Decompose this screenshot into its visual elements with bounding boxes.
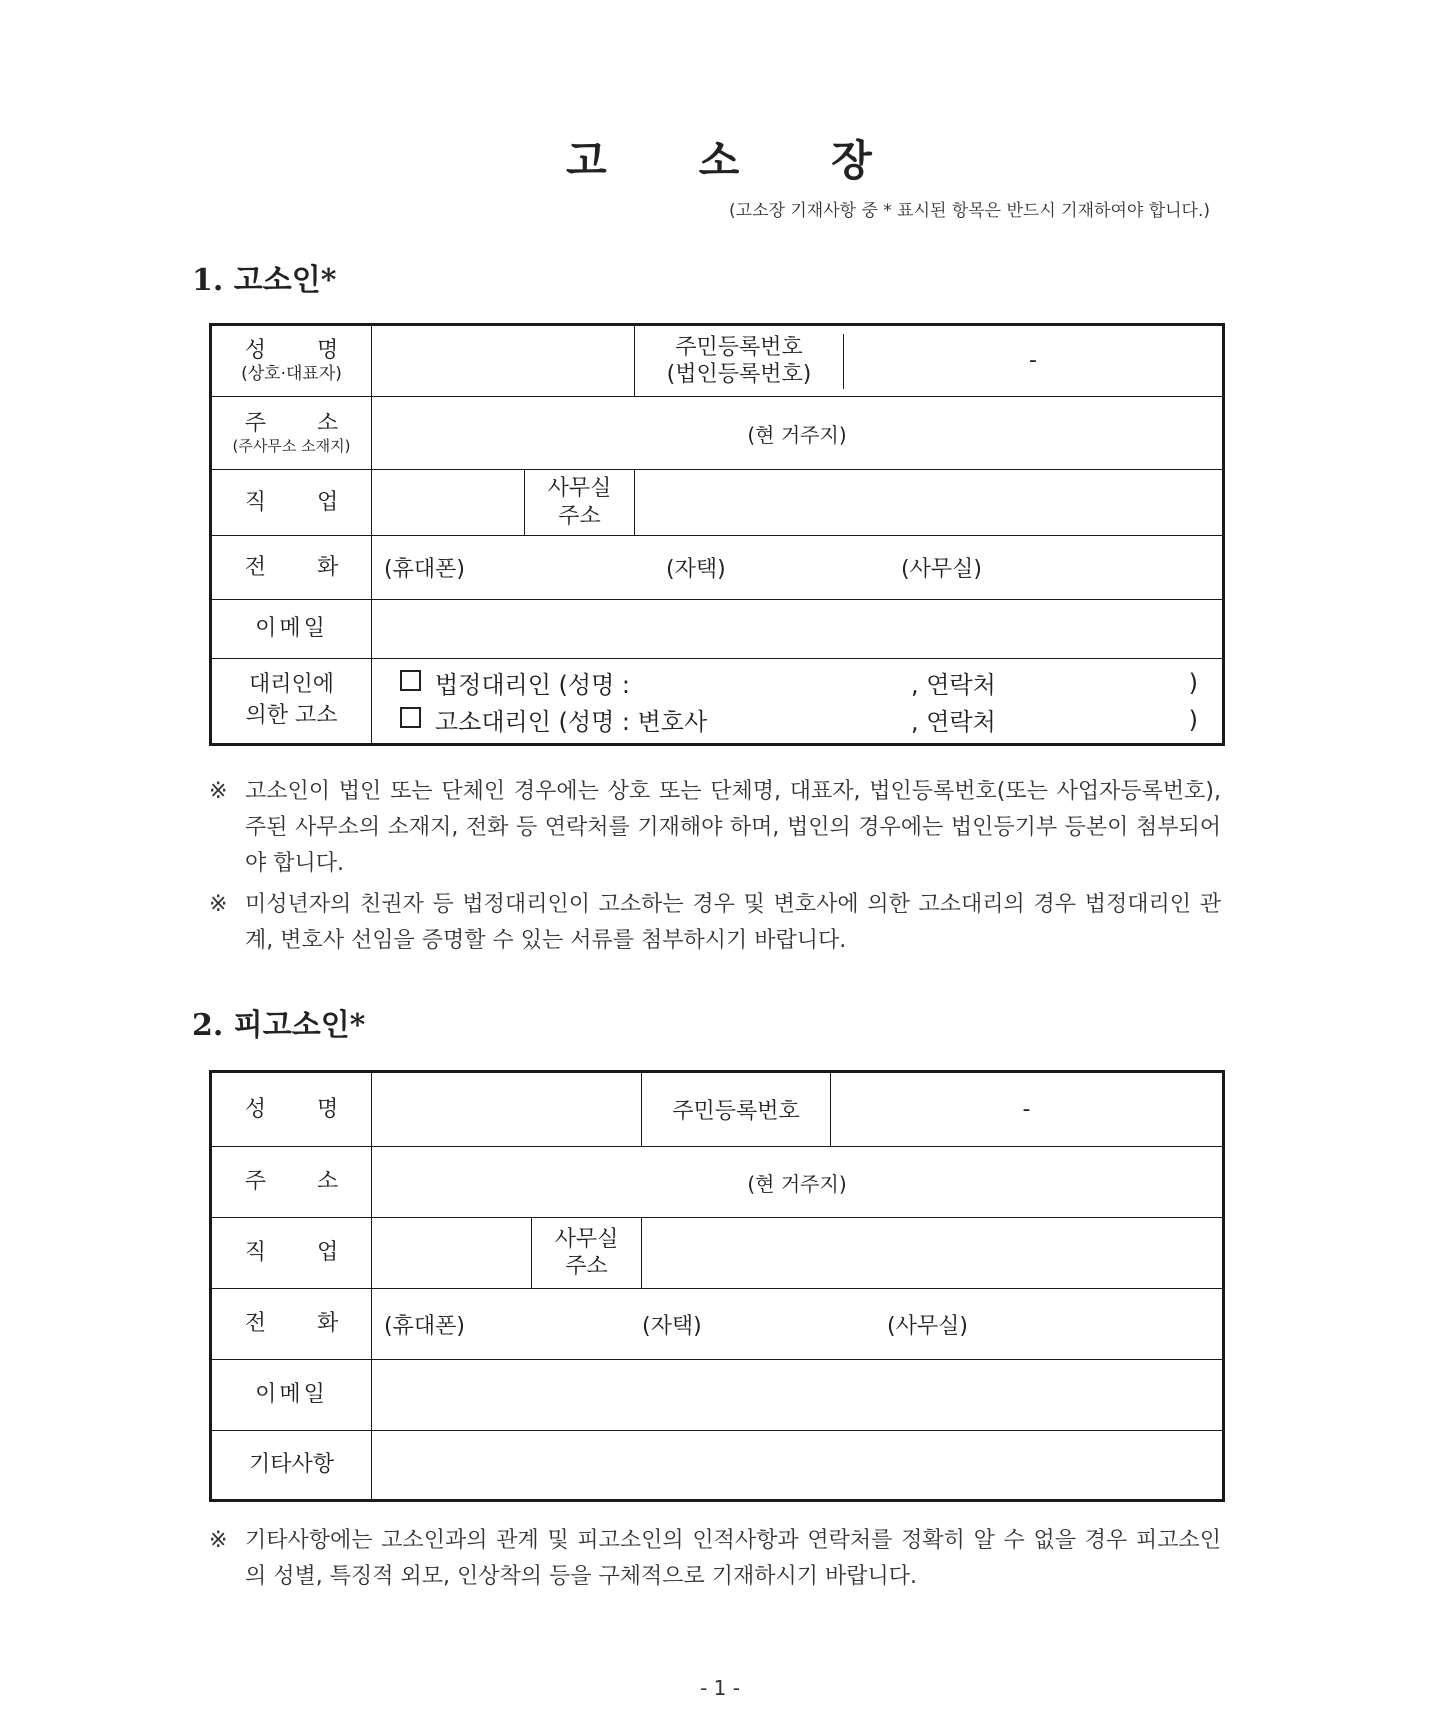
- accused-etc-field[interactable]: [372, 1431, 1224, 1501]
- rrn-field[interactable]: [844, 334, 1222, 389]
- accused-address-field[interactable]: [372, 1147, 1224, 1218]
- accused-etc-row: [211, 1431, 1224, 1501]
- section-heading-accused: 2. 피고소인*: [192, 1008, 366, 1043]
- representative-label: [211, 659, 372, 745]
- job-label: 직 업: [211, 470, 372, 536]
- attorney-representative-label: 고소대리인 (성명 : 변호사: [435, 708, 708, 736]
- representative-label-line1: 대리인에: [248, 672, 334, 698]
- address-hint: (현 거주지): [747, 1171, 847, 1196]
- accused-email-field[interactable]: [372, 1360, 1224, 1431]
- note-mark: ※: [209, 779, 228, 804]
- rrn-dash: -: [1022, 1097, 1031, 1122]
- office-label-line2: 주소: [565, 1254, 608, 1279]
- representative-label-line2: 의한 고소: [245, 703, 338, 728]
- complainant-phone-row: [211, 536, 1224, 600]
- rrn-label: 주민등록번호: [675, 334, 803, 360]
- note-text: 미성년자의 친권자 등 법정대리인이 고소하는 경우 및 변호사에 의한 고소대리의 경우 법정대리인 관계, 변호사 선임을 증명할 수 있는 서류를 첨부하시기 바랍니다.: [245, 892, 1221, 953]
- legal-representative-label: 법정대리인 (성명 :: [435, 671, 630, 699]
- legal-representative-option: [372, 664, 1222, 701]
- phone-label: 전 화: [211, 536, 372, 600]
- accused-job-label: 직 업: [211, 1218, 372, 1289]
- attorney-representative-option: [372, 701, 1222, 738]
- legal-representative-contact-label: , 연락처: [911, 671, 996, 699]
- accused-phone-label: 전 화: [211, 1289, 372, 1360]
- accused-phone-field[interactable]: [372, 1289, 1224, 1360]
- address-hint: (현 거주지): [747, 422, 847, 447]
- complainant-address-row: [211, 397, 1224, 470]
- complainant-representative-row: [211, 659, 1224, 745]
- accused-address-label: 주 소: [211, 1147, 372, 1218]
- rrn-label-cell: [635, 334, 844, 389]
- accused-office-address-label: [532, 1218, 642, 1289]
- office-label-line1: 사무실: [554, 1226, 619, 1252]
- paren-close: ): [1188, 705, 1199, 734]
- note-mark: ※: [209, 892, 228, 917]
- accused-address-row: [211, 1147, 1224, 1218]
- attorney-representative-contact-label: , 연락처: [911, 708, 996, 736]
- complainant-job-row: [211, 470, 1224, 536]
- page-number: - 1 -: [700, 1676, 740, 1700]
- note-text: 고소인이 법인 또는 단체인 경우에는 상호 또는 단체명, 대표자, 법인등록번호(또는 사업자등록번호), 주된 사무소의 소재지, 전화 등 연락처를 기재해야 하며, 법인의 경우에는 법인등기부 등본이 첨부되어야 합니다.: [245, 779, 1221, 876]
- rrn-sublabel: (법인등록번호): [666, 362, 812, 387]
- paren-close: ): [1188, 668, 1199, 697]
- rrn-dash: -: [1029, 348, 1037, 374]
- complainant-table: [209, 323, 1225, 746]
- title-char: 소: [698, 136, 742, 185]
- complainant-email-row: [211, 600, 1224, 659]
- phone-home-label: (자택): [666, 557, 726, 582]
- section-heading-complainant: 1. 고소인*: [192, 263, 337, 298]
- note-mark: ※: [209, 1528, 228, 1553]
- accused-table: [209, 1070, 1225, 1502]
- office-label-line2: 주소: [558, 503, 601, 529]
- accused-note: [209, 1523, 1221, 1595]
- title-char: 장: [831, 136, 874, 185]
- attorney-representative-checkbox[interactable]: [400, 707, 421, 728]
- accused-rrn-label: 주민등록번호: [642, 1073, 831, 1146]
- address-label-cell: [211, 397, 372, 470]
- accused-etc-label: 기타사항: [211, 1431, 372, 1501]
- title-char: 고: [566, 136, 609, 185]
- required-fields-notice: (고소장 기재사항 중 * 표시된 항목은 반드시 기재하여야 합니다.): [729, 201, 1210, 221]
- address-field[interactable]: [372, 397, 1224, 470]
- accused-name-row: [211, 1072, 1224, 1147]
- office-label-line1: 사무실: [547, 476, 612, 501]
- name-sublabel: (상호·대표자): [241, 364, 342, 385]
- office-address-label: [525, 470, 635, 536]
- document-title: [0, 128, 1440, 188]
- accused-email-row: [211, 1360, 1224, 1431]
- name-label: 성 명: [244, 337, 361, 363]
- phone-field[interactable]: [372, 536, 1224, 600]
- accused-email-label: 이메일: [211, 1360, 372, 1431]
- accused-name-label: 성 명: [211, 1072, 372, 1147]
- complainant-name-row: [211, 325, 1224, 397]
- phone-office-label: (사무실): [901, 557, 982, 582]
- accused-office-address-field[interactable]: [642, 1218, 1224, 1289]
- email-label: 이메일: [211, 600, 372, 659]
- job-field[interactable]: [372, 470, 525, 536]
- address-label: 주 소: [244, 410, 361, 436]
- complainant-note-1: [209, 774, 1221, 882]
- note-text: 기타사항에는 고소인과의 관계 및 피고소인의 인적사항과 연락처를 정확히 알 수 없을 경우 피고소인의 성별, 특징적 외모, 인상착의 등을 구체적으로 기재하시기 바랍니다.: [245, 1528, 1221, 1589]
- accused-job-field[interactable]: [372, 1218, 532, 1289]
- accused-rrn-field[interactable]: [831, 1073, 1222, 1146]
- phone-office-label: (사무실): [887, 1313, 968, 1339]
- complainant-note-2: [209, 887, 1221, 959]
- accused-phone-row: [211, 1289, 1224, 1360]
- phone-mobile-label: (휴대폰): [384, 1313, 465, 1339]
- legal-representative-checkbox[interactable]: [400, 670, 421, 691]
- address-sublabel: (주사무소 소재지): [232, 437, 351, 456]
- name-field[interactable]: [372, 325, 635, 397]
- office-address-field[interactable]: [635, 470, 1224, 536]
- phone-mobile-label: (휴대폰): [384, 557, 465, 582]
- phone-home-label: (자택): [642, 1313, 702, 1339]
- representative-options: [372, 659, 1224, 745]
- name-label-cell: [211, 325, 372, 397]
- accused-job-row: [211, 1218, 1224, 1289]
- email-field[interactable]: [372, 600, 1224, 659]
- accused-name-field[interactable]: [372, 1072, 642, 1147]
